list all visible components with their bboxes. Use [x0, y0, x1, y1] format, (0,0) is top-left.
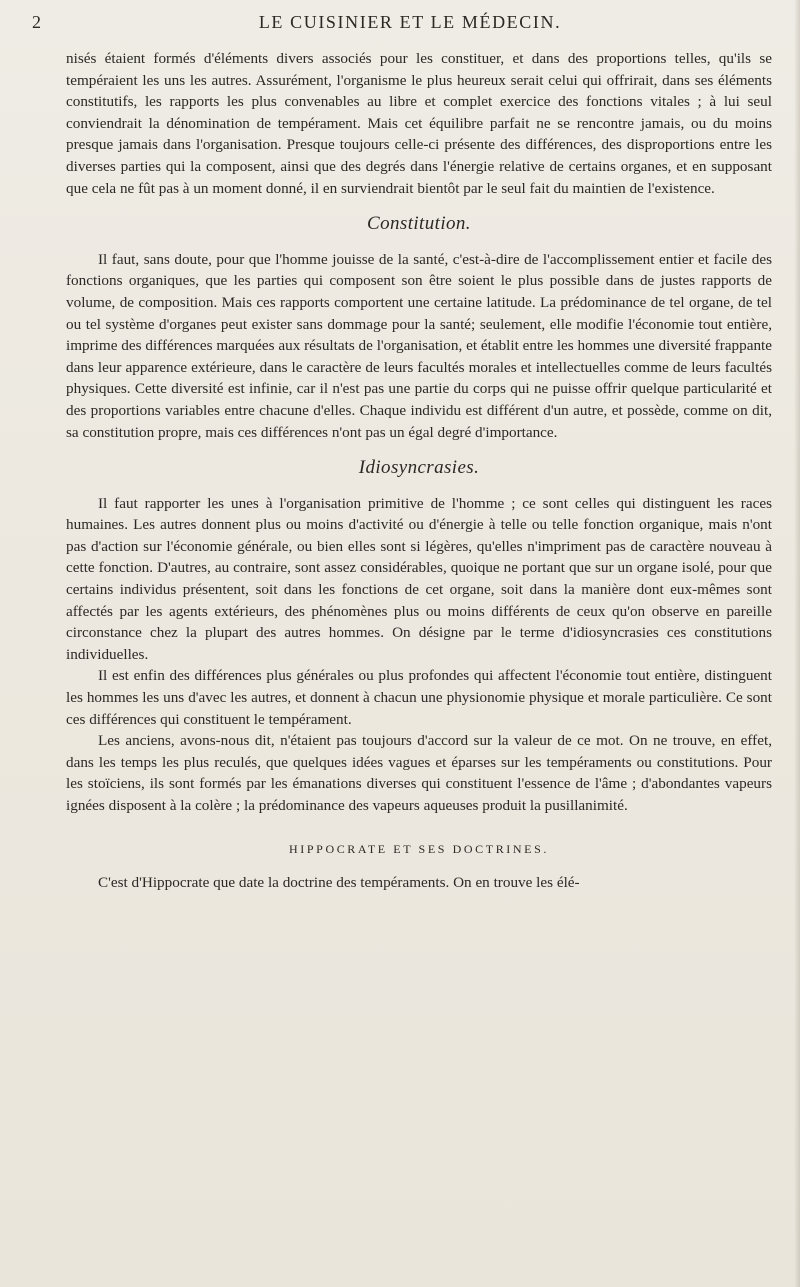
heading-idiosyncrasies: Idiosyncrasies. [358, 457, 480, 479]
paragraph-hippocrate: C'est d'Hippocrate que date la doctrine des tempéraments. On en trouve les élé- [98, 874, 580, 892]
page-body [66, 48, 772, 894]
heading-hippocrate: HIPPOCRATE ET SES DOCTRINES. [289, 841, 549, 856]
paragraph-idiosyncrasies-3: Les anciens, avons-nous dit, n'étaient pas toujours d'accord sur la valeur de ce mot. On ne trouve, en effet, dans les temps les plus reculés, que quelques idées vagues et éparses sur les tempéraments ou constitutions. Pour les stoïciens, ils sont formés par les émanations diverses qui constituent l'essence de l'âme ; d'abondantes vapeurs ignées disposent à la colère ; la prédominance des vapeurs aqueuses produit la pusillanimité. [66, 732, 772, 814]
paragraph-idiosyncrasies-2: Il est enfin des différences plus générales ou plus profondes qui affectent l'économie tout entière, distinguent les hommes les uns d'avec les autres, et donnent à chacun une physionomie physique et morale particulière. Ce sont ces différences qui constituent le tempérament. [66, 667, 772, 728]
paragraph-intro: nisés étaient formés d'éléments divers associés pour les constituer, et dans des proportions telles, qu'ils se tempéraient les uns les autres. Assurément, l'organisme le plus heureux serait celui qui offrirait, dans ses éléments constitutifs, les rapports les plus convenables au libre et complet exercice des fonctions vitales ; à lui seul conviendrait la dénomination de tempérament. Mais cet équilibre parfait ne se rencontre jamais, ou du moins presque jamais dans l'organisation. Presque toujours celle-ci présente des différences, des disproportions entre les diverses parties qui la composent, ainsi que des degrés dans l'énergie relative de certains organes, et en supposant que cela ne fût pas à un moment donné, il en surviendrait bientôt par le seul fait du maintien de l'existence. [66, 50, 772, 197]
running-title: LE CUISINIER ET LE MÉDECIN. [258, 12, 562, 32]
paragraph-idiosyncrasies-1: Il faut rapporter les unes à l'organisation primitive de l'homme ; ce sont celles qui distinguent les races humaines. Les autres donnent plus ou moins d'activité ou d'énergie à telle ou telle fonction organique, mais n'ont pas d'action sur l'économie générale, ou bien elles sont si légères, qu'elles n'impriment pas de caractère nouveau à cette fonction. D'autres, au contraire, sont assez considérables, quoique ne portant que sur un organe isolé, pour que certains individus présentent, soit dans les fonctions de cet organe, soit dans la manière dont eux-mêmes sont affectés par les agents extérieurs, des phénomènes plus ou moins différents de ceux qu'on observe en pareille circonstance chez la plupart des autres hommes. On désigne par le terme d'idiosyncrasies ces constitutions individuelles. [66, 494, 772, 663]
paragraph-constitution: Il faut, sans doute, pour que l'homme jouisse de la santé, c'est-à-dire de l'accomplissement entier et facile des fonctions organiques, que les parties qui composent son être soient le plus possible dans de justes rapports de volume, de composition. Mais ces rapports comportent une certaine latitude. La prédominance de tel organe, de tel ou tel système d'organes peut exister sans dommage pour la santé; seulement, elle modifie l'économie tout entière, imprime des différences marquées aux résultats de l'organisation, et établit entre les hommes une diversité frappante dans leur apparence extérieure, dans le caractère de leurs facultés morales et intellectuelles comme de leurs facultés physiques. Cette diversité est infinie, car il n'est pas une partie du corps qui ne puisse offrir quelque particularité et des proportions variables entre chacune d'elles. Chaque individu est différent d'un autre, et possède, comme on dit, sa constitution propre, mais ces différences n'ont pas un égal degré d'importance. [66, 250, 772, 441]
page-number: 2 [32, 12, 43, 32]
heading-constitution: Constitution. [367, 213, 471, 235]
page-edge-shadow [794, 0, 800, 1287]
running-head [0, 12, 800, 36]
